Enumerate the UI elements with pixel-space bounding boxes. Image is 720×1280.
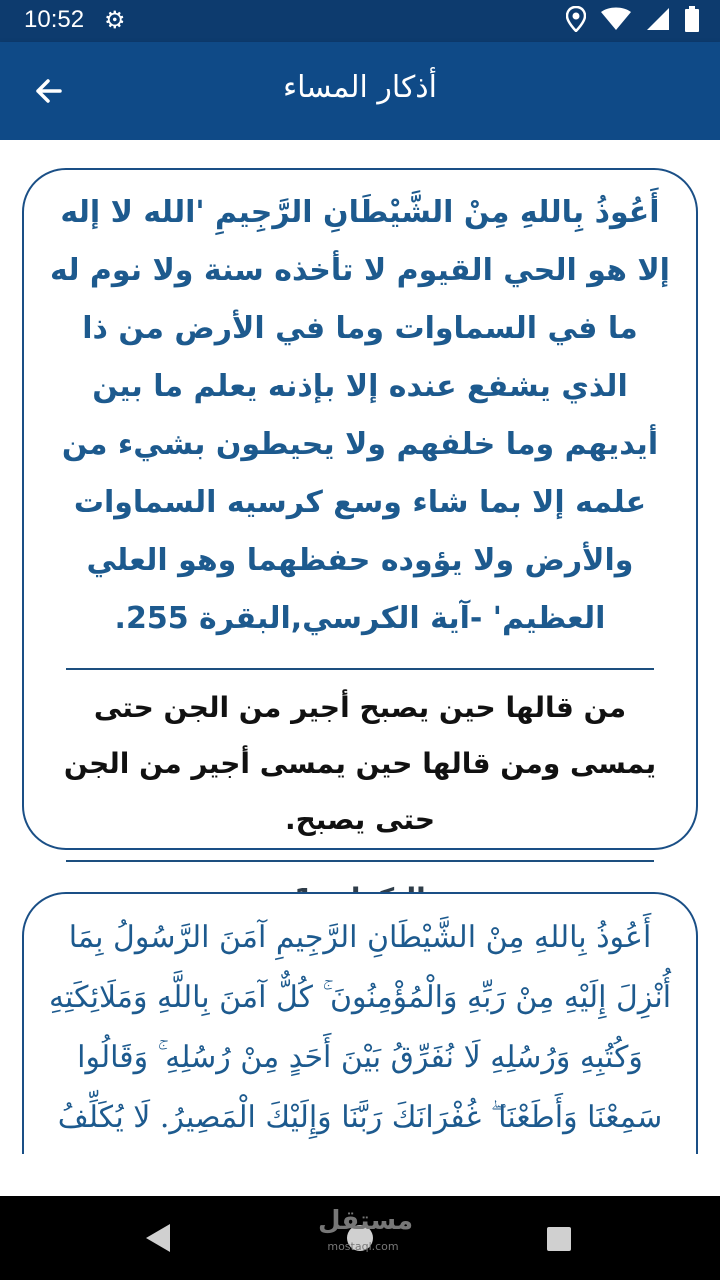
zekr-text: أَعُوذُ بِاللهِ مِنْ الشَّيْطَانِ الرَّجِيمِ آمَنَ الرَّسُولُ بِمَا أُنْزِلَ إِلَيْهِ مِنْ رَبِّهِ وَالْمُؤْمِنُونَ ۚ كُلٌّ آمَنَ بِاللَّهِ وَمَلَائِكَتِهِ وَكُتُبِهِ وَرُسُلِهِ لَا نُفَرِّقُ بَيْنَ أَحَدٍ مِنْ رُسُلِهِ ۚ وَقَالُوا سَمِعْنَا وَأَطَعْنَا ۖ غُفْرَانَكَ رَبَّنَا وَإِلَيْكَ الْمَصِيرُ. لَا يُكَلِّفُ xyxy=(48,920,672,1135)
nav-recents-icon[interactable] xyxy=(546,1226,572,1252)
watermark-url: mostaql.com xyxy=(327,1240,399,1253)
app-bar xyxy=(0,42,720,140)
wifi-icon xyxy=(600,7,632,31)
nav-back-icon[interactable] xyxy=(144,1222,172,1254)
azkar-list[interactable] xyxy=(0,140,720,1154)
zekr-card[interactable] xyxy=(22,168,698,850)
zekr-virtue: من قالها حين يصبح أجير من الجن حتى يمسى ومن قالها حين يمسى أجير من الجن حتى يصبح. xyxy=(63,691,657,836)
zekr-card[interactable] xyxy=(22,892,698,1154)
location-icon xyxy=(566,6,586,32)
watermark: مستقل xyxy=(318,1206,414,1236)
bottom-strip xyxy=(0,1154,720,1196)
zekr-text: أَعُوذُ بِاللهِ مِنْ الشَّيْطَانِ الرَّجِيمِ 'الله لا إله إلا هو الحي القيوم لا تأخذه سنة ولا نوم له ما في السماوات وما في الأرض من ذا الذي يشفع عنده إلا بإذنه يعلم ما بين أيديهم وما خلفهم ولا يحيطون بشيء من علمه إلا بما شاء وسع كرسيه السماوات والأرض ولا يؤوده حفظهما وهو العلي العظيم' -آية الكرسي,البقرة 255. xyxy=(50,195,670,636)
status-icons xyxy=(566,6,700,32)
status-time: 10:52 xyxy=(24,6,85,33)
settings-gear-icon: ⚙ xyxy=(104,6,126,34)
navigation-bar xyxy=(0,1196,720,1280)
battery-icon xyxy=(684,6,700,32)
page-title: أذكار المساء xyxy=(283,70,437,105)
status-bar xyxy=(0,0,720,42)
signal-icon xyxy=(646,7,670,31)
